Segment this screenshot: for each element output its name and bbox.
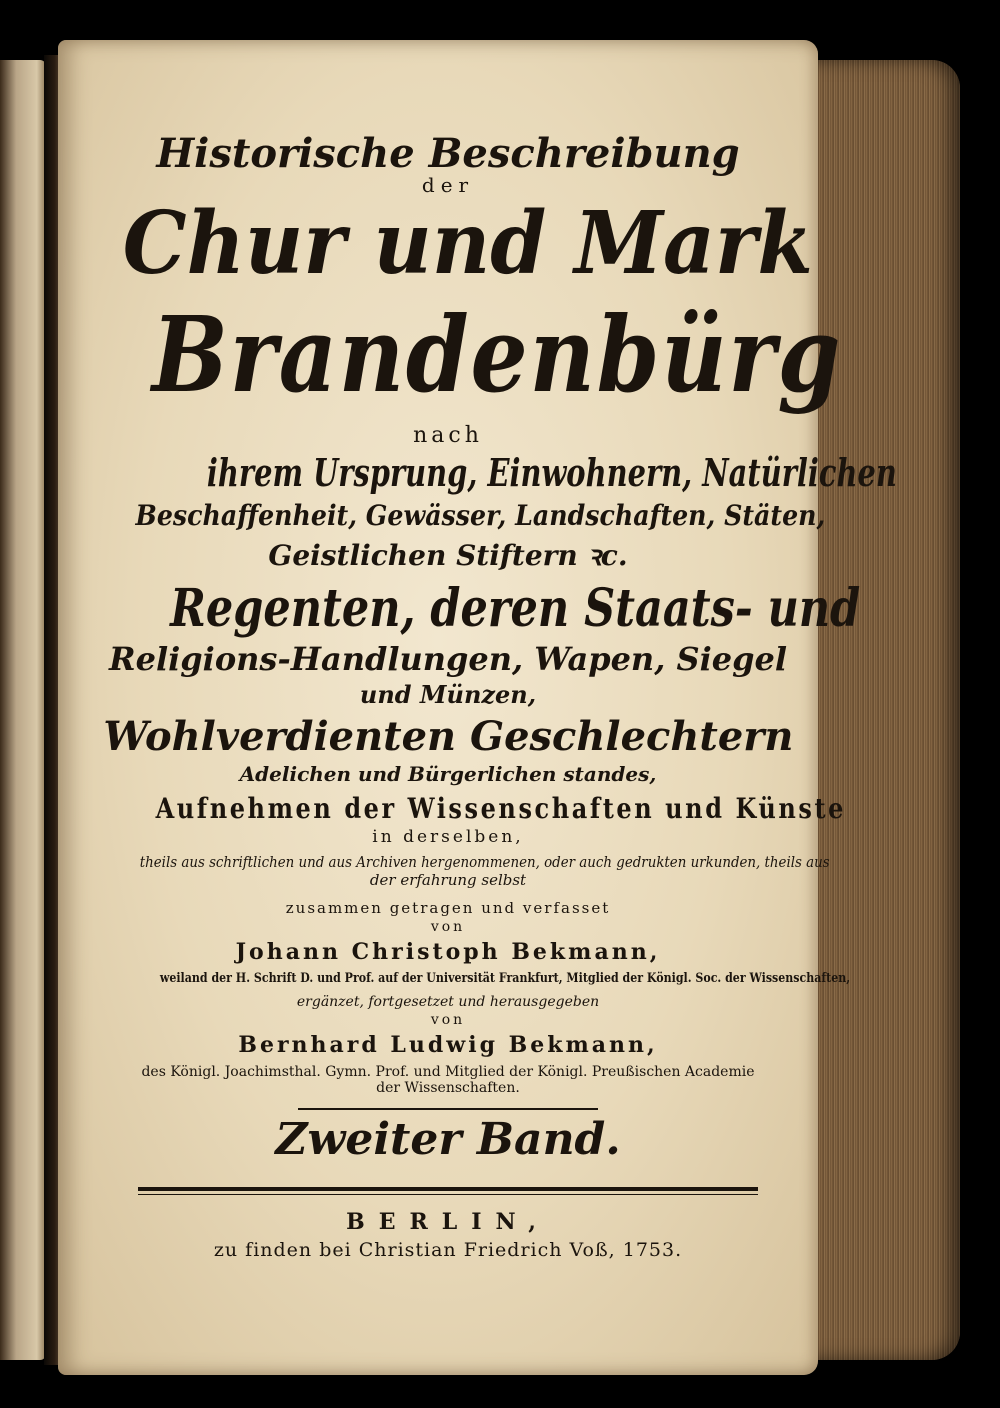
source-line-2: der erfahrung selbst <box>369 871 527 889</box>
subtitle-line-standes: Adelichen und Bürgerlichen standes, <box>239 762 657 786</box>
subtitle-line-religions: Religions-Handlungen, Wapen, Siegel <box>109 640 787 678</box>
author-title-2-line-2: der Wissenschaften. <box>376 1080 520 1096</box>
title-line-brandenburg: Brandenbürg <box>151 293 843 416</box>
left-page-edge <box>0 60 46 1360</box>
editor-line: ergänzet, fortgesetzet und herausgegeben <box>296 994 600 1010</box>
author-title-2-line-1: des Königl. Joachimsthal. Gymn. Prof. und Mitglied der Königl. Preußischen Academie <box>141 1064 755 1080</box>
subtitle-line-3: Geistlichen Stiftern ꝛc. <box>268 539 628 572</box>
subtitle-line-in-derselben: in derselben, <box>372 827 524 847</box>
page-edges <box>810 60 960 1360</box>
title-page <box>58 40 897 1375</box>
place-of-publication: BERLIN, <box>346 1209 550 1235</box>
title-line-historische-beschreibung: Historische Beschreibung <box>156 130 740 177</box>
title-line-nach: nach <box>413 423 483 448</box>
von-line-2: von <box>430 1012 466 1028</box>
subtitle-line-2: Beschaffenheit, Gewässer, Landschaften, Stäten, <box>135 499 826 532</box>
author-name-2: Bernhard Ludwig Bekmann, <box>238 1032 658 1058</box>
subtitle-line-1: ihrem Ursprung, Einwohnern, Natürlichen <box>206 450 897 495</box>
subtitle-line-regenten: Regenten, deren Staats- und <box>170 578 861 639</box>
imprint-line: zu finden bei Christian Friedrich Voß, 1753. <box>213 1239 683 1261</box>
title-line-chur-und-mark: Chur und Mark <box>122 193 813 294</box>
source-line-1: theils aus schriftlichen und aus Archiven hergenommenen, oder auch gedrukten urkunden, theils aus <box>139 853 830 871</box>
title-line-der: der <box>421 173 475 197</box>
author-title-1: weiland der H. Schrift D. und Prof. auf der Universität Frankfurt, Mitglied der Königl. Soc. der Wissenschaften, <box>159 971 851 986</box>
author-name-1: Johann Christoph Bekmann, <box>235 939 661 965</box>
compiled-line: zusammen getragen und verfasset <box>285 899 611 917</box>
subtitle-line-geschlechtern: Wohlverdienten Geschlechtern <box>102 713 794 760</box>
von-line-1: von <box>430 919 466 935</box>
double-rule-divider <box>138 1187 758 1195</box>
volume-label: Zweiter Band. <box>275 1114 621 1165</box>
short-divider <box>298 1108 598 1110</box>
title-page-content <box>98 130 897 1261</box>
subtitle-line-muenzen: und Münzen, <box>359 680 537 709</box>
subtitle-line-wissenschaften: Aufnehmen der Wissenschaften und Künste <box>155 792 846 825</box>
